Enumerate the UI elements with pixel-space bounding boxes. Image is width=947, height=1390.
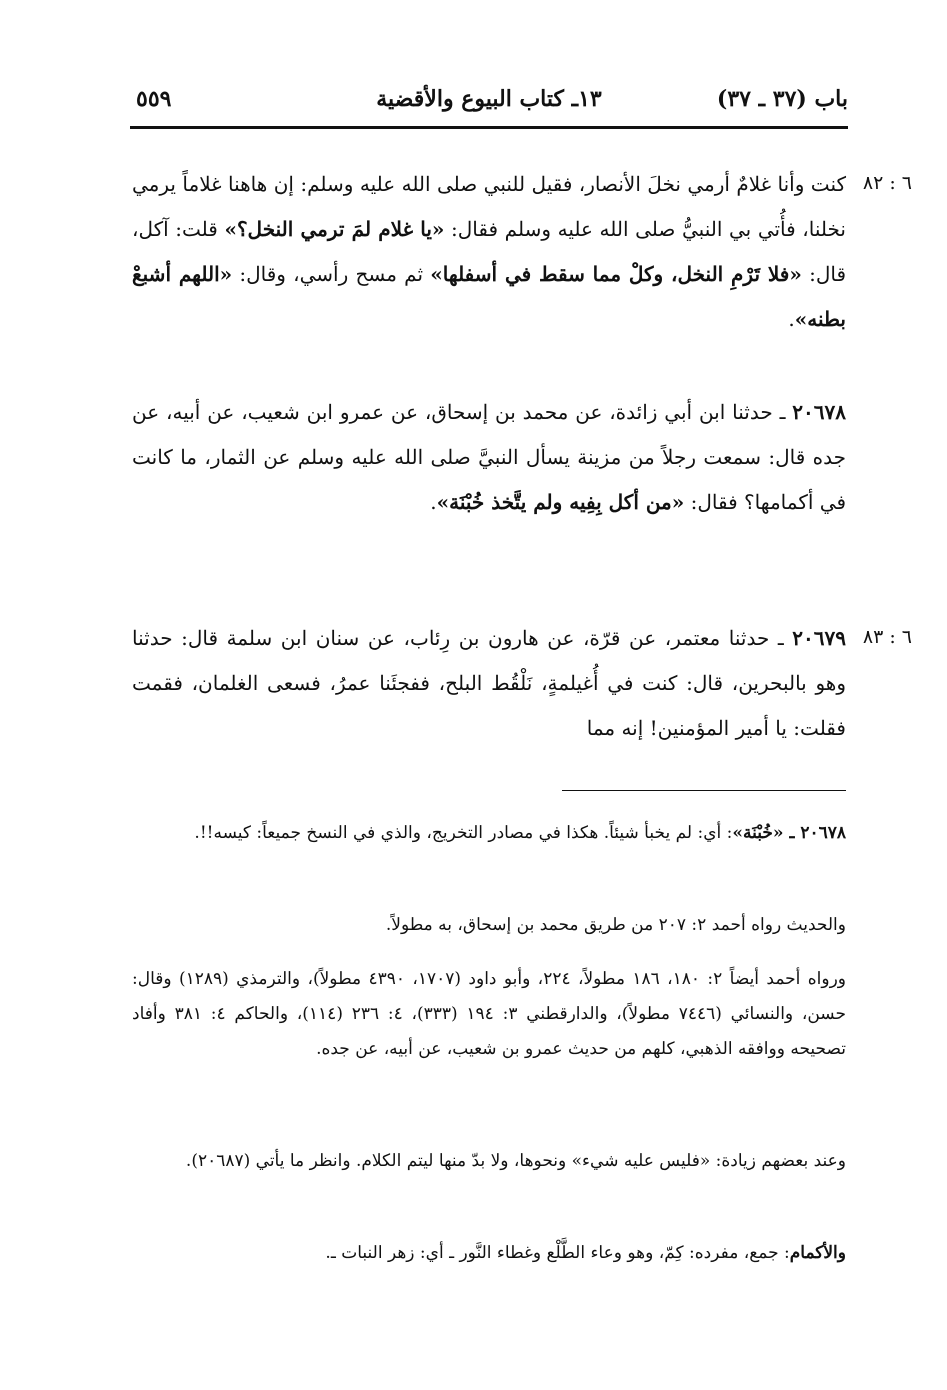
text-segment: ثم مسح رأسي، وقال: (232, 262, 431, 286)
footnote-separator (562, 790, 846, 791)
hadith-number: ٢٠٦٧٨ (792, 400, 846, 424)
footnote-1 (132, 816, 846, 851)
text-segment: قلت: آكل، قال: (132, 217, 847, 286)
footnote-2: والحديث رواه أحمد ٢: ٢٠٧ من طريق محمد بن إسحاق، به مطولاً. (385, 915, 846, 935)
footnote-5 (132, 1236, 846, 1271)
text-segment: كنت وأنا غلامٌ أرمي نخلَ الأنصار، فقيل للنبي صلى الله عليه وسلم: إن هاهنا غلاماً يرمي نخلنا، فأُتي بي النبيُّ صلى الله عليه وسلم فقال: (132, 172, 846, 241)
quote-bold: «اللهم أشبعْ بطنه» (132, 262, 846, 331)
footnote-3: ورواه أحمد أيضاً ٢: ١٨٠، ١٨٦ مطولاً، ٢٢٤، وأبو داود (١٧٠٧، ٤٣٩٠ مطولاً)، والترمذي (١٢٨٩) وقال: حسن، والنسائي (٧٤٤٦ مطولاً)، والدارقطني ٣: ١٩٤ (٣٣٣)، ٤: ٢٣٦ (١١٤)، والحاكم ٤: ٣٨١ وأفاد تصحيحه ووافقه الذهبي، كلهم من حديث عمرو بن شعيب، عن أبيه، عن جده. (132, 969, 847, 1059)
chapter-heading: باب (٣٧ ـ ٣٧) (716, 86, 848, 112)
footnote-text: : جمع، مفرده: كِمّ، وهو وعاء الطَّلْع وغطاء النَّور ـ أي: زهر النبات ـ. (325, 1243, 790, 1263)
text-segment: ـ حدثنا ابن أبي زائدة، عن محمد بن إسحاق، عن عمرو ابن شعيب، عن أبيه، عن جده قال: سمعت رجلاً من مزينة يسأل النبيَّ صلى الله عليه وسلم عن الثمار، ما كانت في أكمامها؟ فقال: (132, 400, 846, 514)
margin-reference-2: ٦ : ٨٣ (862, 626, 912, 648)
footnote-text: : أي: لم يخبأ شيئاً. هكذا في مصادر التخريج، والذي في النسخ جميعاً: كيسه!!. (194, 823, 733, 843)
footnote-4: وعند بعضهم زيادة: «فليس عليه شيء» ونحوها، ولا بدّ منها ليتم الكلام. وانظر ما يأتي (٢٠٦٨٧). (185, 1151, 846, 1171)
text-segment: ـ حدثنا معتمر، عن قرّة، عن هارون بن رِئاب، عن سنان ابن سلمة قال: حدثنا وهو بالبحرين، قال: كنت في أُغيلمةٍ، نَلْقُط البلح، ففجئَنا عمرُ، فسعى الغلمان، فقمت فقلت: يا أمير المؤمنين! إنه مما (132, 626, 846, 740)
hadith-paragraph-1 (132, 162, 846, 342)
running-header (130, 82, 848, 122)
quote-bold: «يا غلام لمَ ترمي النخل؟» (224, 217, 445, 241)
hadith-number: ٢٠٦٧٩ (792, 626, 846, 650)
quote-bold: «من أكل بِفِيه ولم يتَّخذ خُبْنَة» (436, 490, 685, 514)
hadith-paragraph-3 (132, 616, 846, 751)
book-title: ١٣ـ كتاب البيوع والأقضية (376, 86, 602, 112)
margin-reference-1: ٦ : ٨٢ (862, 172, 912, 194)
footnote-label: والأكمام (789, 1243, 846, 1263)
footnote-label: ٢٠٦٧٨ ـ «خُبْنَة» (732, 823, 846, 843)
page-number: ٥٥٩ (136, 86, 172, 112)
quote-bold: «فلا تَرْمِ النخل، وكلْ مما سقط في أسفلها» (430, 262, 802, 286)
text-segment: . (788, 307, 795, 331)
hadith-paragraph-2 (132, 390, 846, 525)
header-rule (130, 126, 848, 129)
text-segment: . (430, 490, 437, 514)
